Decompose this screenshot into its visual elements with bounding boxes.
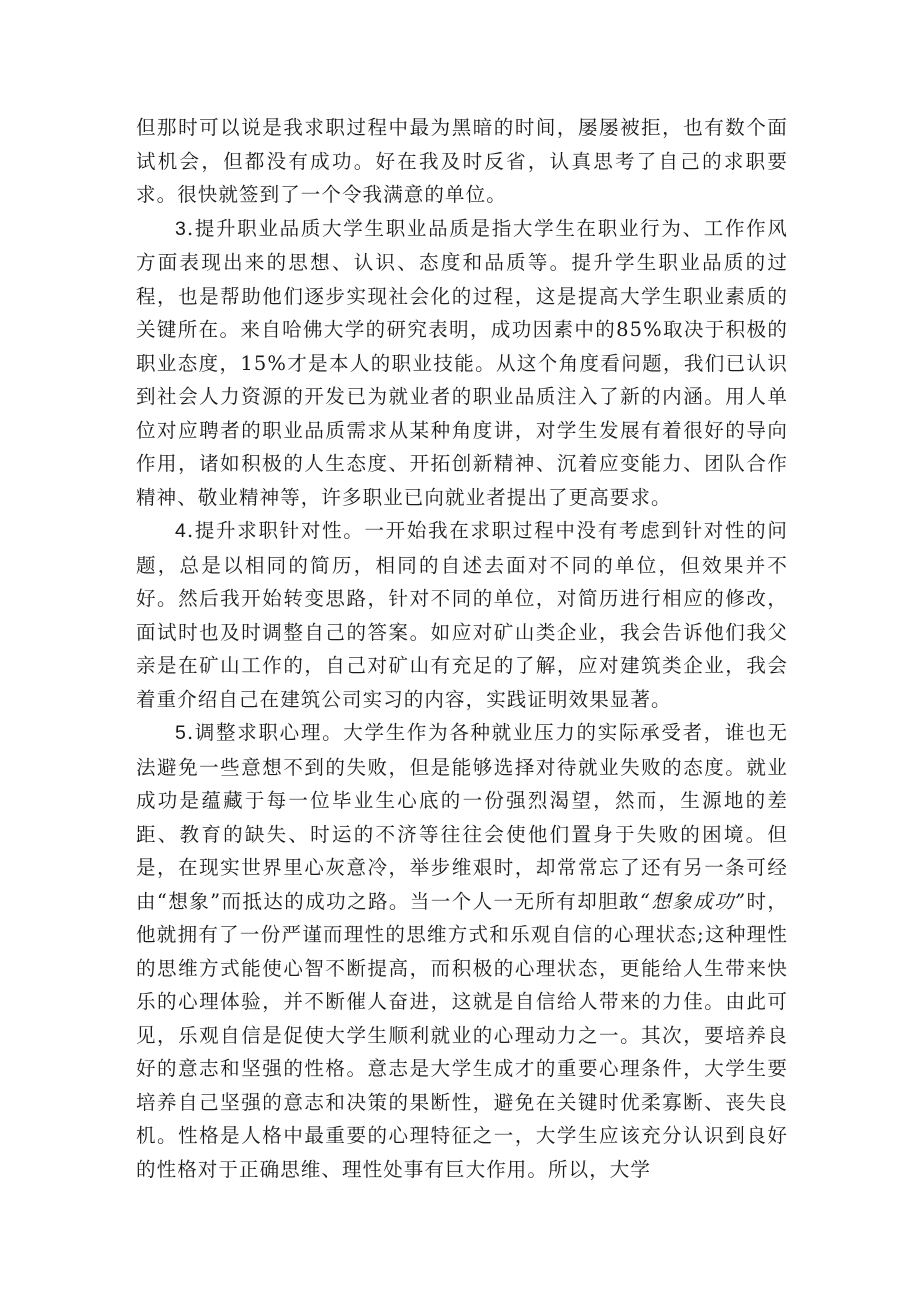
document-page [136, 111, 788, 1186]
paragraph-text-continued: 时，他就拥有了一份严谨而理性的思维方式和乐观自信的心理状态;这种理性的思维方式能使心智不断提高，而积极的心理状态，更能给人生带来快乐的心理体验，并不断催人奋进，这就是自信给人带来的力佳。由此可见，乐观自信是促使大学生顺利就业的心理动力之一。其次，要培养良好的意志和坚强的性格。意志是大学生成才的重要心理条件，大学生要培养自己坚强的意志和决策的果断性，避免在关键时优柔寡断、丧失良机。性格是人格中最重要的心理特征之一，大学生应该充分认识到良好的性格对于正确思维、理性处事有巨大作用。所以，大学 [136, 889, 788, 1181]
emphasis-quote: “想象成功” [639, 889, 747, 913]
item-number: 3 [175, 217, 187, 240]
paragraph-item-4 [136, 514, 788, 716]
paragraph-item-5 [136, 716, 788, 1186]
item-number: 5 [175, 722, 187, 744]
paragraph-continuation: 但那时可以说是我求职过程中最为黑暗的时间，屡屡被拒，也有数个面试机会，但都没有成功。好在我及时反省，认真思考了自己的求职要求。很快就签到了一个令我满意的单位。 [136, 116, 788, 206]
paragraph-text: .调整求职心理。大学生作为各种就业压力的实际承受者，谁也无法避免一些意想不到的失败，但是能够选择对待就业失败的态度。就业成功是蕴藏于每一位毕业生心底的一份强烈渴望，然而，生源地的差距、教育的缺失、时运的不济等往往会使他们置身于失败的困境。但是，在现实世界里心灰意冷，举步维艰时，却常常忘了还有另一条可经由“想象”而抵达的成功之路。当一个人一无所有却胆敢 [136, 721, 788, 913]
paragraph-text: .提升求职针对性。一开始我在求职过程中没有考虑到针对性的问题，总是以相同的简历，相同的自述去面对不同的单位，但效果并不好。然后我开始转变思路，针对不同的单位，对简历进行相应的修改，面试时也及时调整自己的答案。如应对矿山类企业，我会告诉他们我父亲是在矿山工作的，自己对矿山有充足的了解，应对建筑类企业，我会着重介绍自己在建筑公司实习的内容，实践证明效果显著。 [136, 519, 788, 711]
paragraph-text: .提升职业品质大学生职业品质是指大学生在职业行为、工作作风方面表现出来的思想、认识、态度和品质等。提升学生职业品质的过程，也是帮助他们逐步实现社会化的过程，这是提高大学生职业素质的关键所在。来自哈佛大学的研究表明，成功因素中的85%取决于积极的职业态度，15%才是本人的职业技能。从这个角度看问题，我们已认识到社会人力资源的开发已为就业者的职业品质注入了新的内涵。用人单位对应聘者的职业品质需求从某种角度讲，对学生发展有着很好的导向作用，诸如积极的人生态度、开拓创新精神、沉着应变能力、团队合作精神、敬业精神等，许多职业已向就业者提出了更高要求。 [136, 216, 788, 509]
item-number: 4 [175, 520, 187, 542]
paragraph-item-3 [136, 212, 788, 515]
